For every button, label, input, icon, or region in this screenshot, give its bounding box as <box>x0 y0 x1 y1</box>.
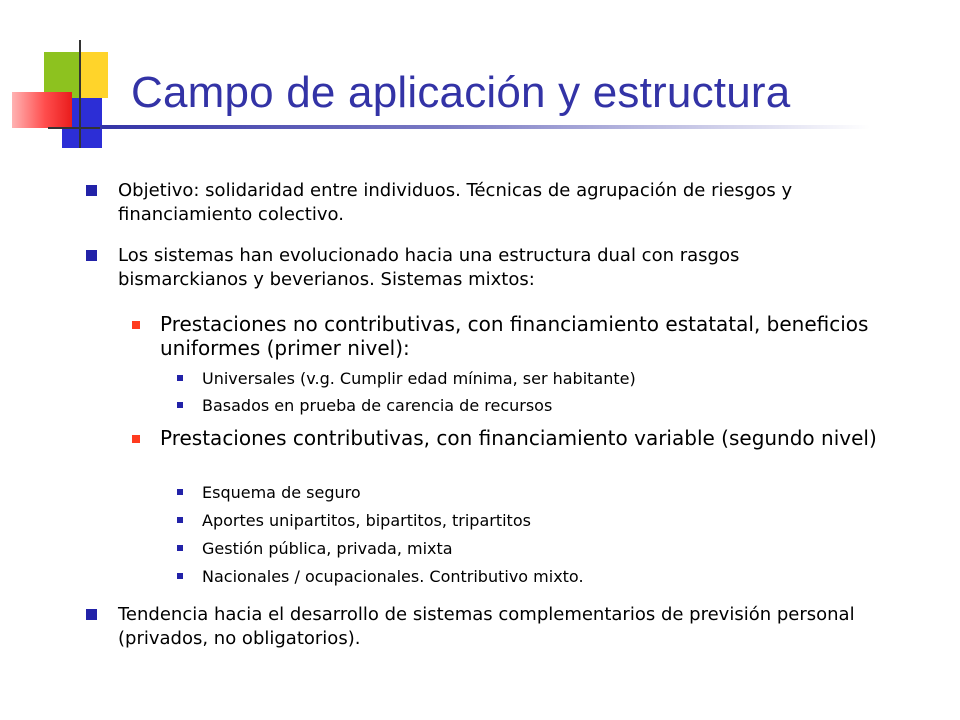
bullet-text: Universales (v.g. Cumplir edad mínima, ser habitante) <box>202 369 636 388</box>
bullet-text: Objetivo: solidaridad entre individuos. Técnicas de agrupación de riesgos y financiamiento colectivo. <box>118 180 793 225</box>
square-bullet-icon <box>86 185 97 196</box>
bullet-text: Prestaciones no contributivas, con financiamiento estatatal, beneficios uniformes (primer nivel): <box>160 312 869 360</box>
bullet-text: Nacionales / ocupacionales. Contributivo mixto. <box>202 567 584 586</box>
subsubbullet-esquema-seguro <box>202 483 882 503</box>
subsubbullet-prueba-carencia <box>202 396 882 416</box>
bullet-sistemas <box>118 244 858 292</box>
bullet-text: Basados en prueba de carencia de recursos <box>202 396 553 415</box>
square-bullet-icon <box>177 573 183 579</box>
bullet-text: Prestaciones contributivas, con financiamiento variable (segundo nivel) <box>160 426 877 450</box>
slide-title: Campo de aplicación y estructura <box>131 68 791 117</box>
subsubbullet-aportes <box>202 511 882 531</box>
subbullet-no-contributivas <box>160 312 880 360</box>
bullet-tendencia <box>118 603 858 651</box>
square-bullet-icon <box>86 250 97 261</box>
bullet-text: Gestión pública, privada, mixta <box>202 539 453 558</box>
subsubbullet-universales <box>202 369 882 389</box>
subsubbullet-gestion <box>202 539 882 559</box>
square-bullet-icon <box>177 517 183 523</box>
bullet-text: Aportes unipartitos, bipartitos, tripartitos <box>202 511 531 530</box>
subbullet-contributivas <box>160 426 880 450</box>
square-bullet-icon <box>177 545 183 551</box>
square-bullet-icon <box>86 609 97 620</box>
bullet-text: Los sistemas han evolucionado hacia una estructura dual con rasgos bismarckianos y beverianos. Sistemas mixtos: <box>118 245 740 290</box>
subsubbullet-nacionales <box>202 567 882 587</box>
square-bullet-icon <box>177 489 183 495</box>
square-bullet-icon <box>132 321 140 329</box>
bullet-text: Esquema de seguro <box>202 483 361 502</box>
square-bullet-icon <box>132 435 140 443</box>
bullet-text: Tendencia hacia el desarrollo de sistemas complementarios de previsión personal (privados, no obligatorios). <box>118 604 855 649</box>
square-bullet-icon <box>177 402 183 408</box>
square-bullet-icon <box>177 375 183 381</box>
bullet-objetivo <box>118 179 858 227</box>
